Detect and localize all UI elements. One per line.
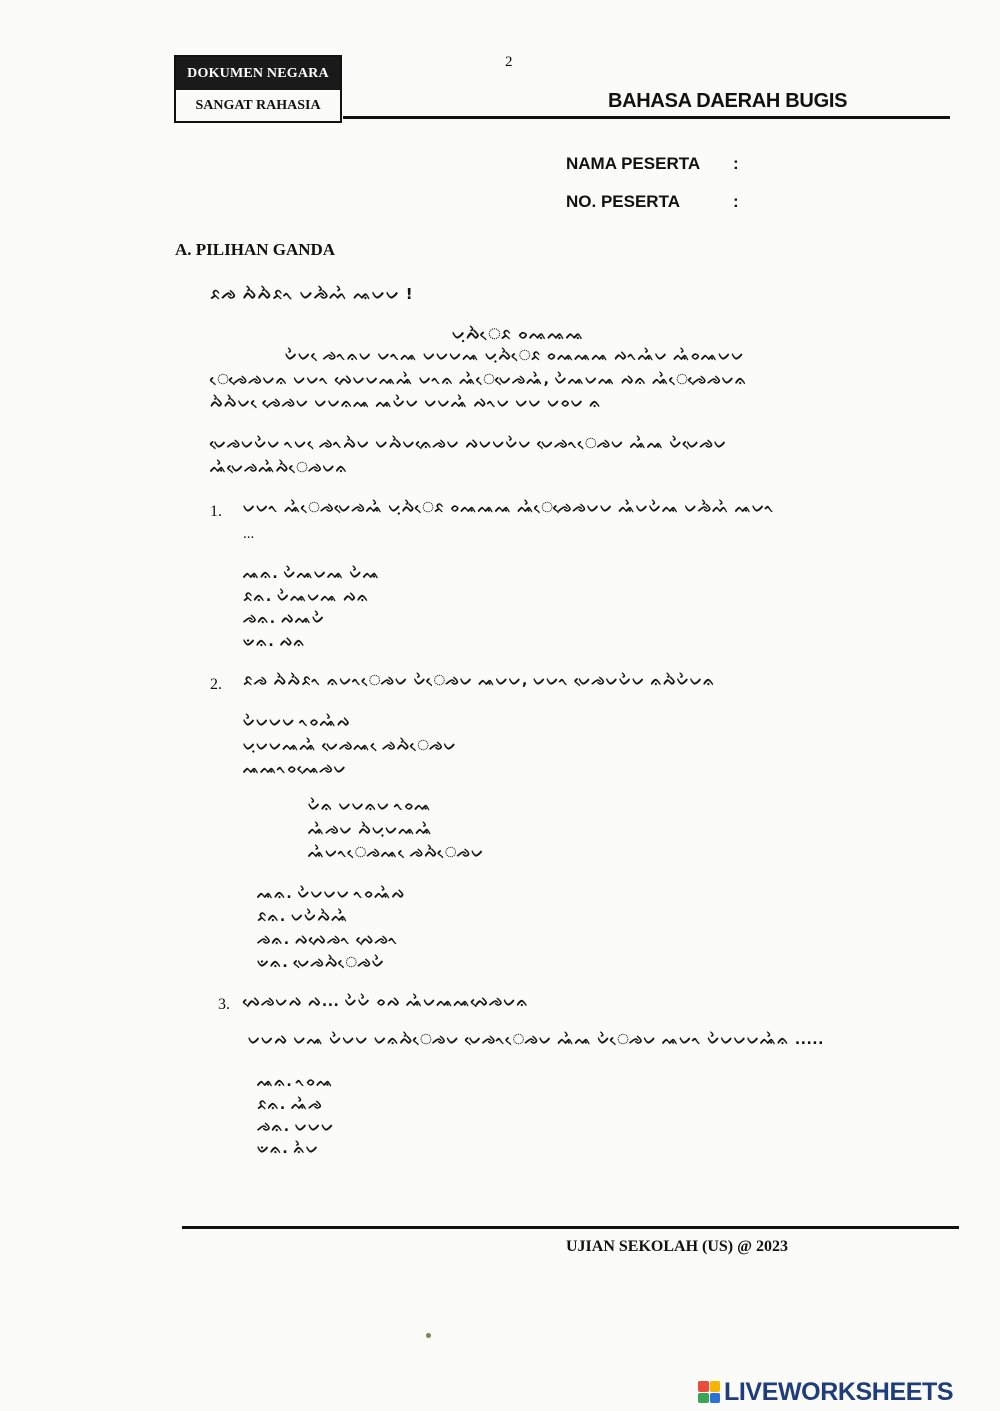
answer-option-c[interactable]: ᨌᨊ. ᨄᨕᨆᨛ (243, 611, 326, 627)
passage-line: ᨆᨛᨆ ᨙᨌᨚᨊᨆ ᨆᨚᨕ ᨆᨆᨆᨕ ᨆᨘᨄᨛᨙᨅ ᨔᨕᨕᨕ ᨄᨚᨕᨛᨆ ᨕᨛᨔᨕᨆᨆ (285, 348, 745, 364)
question-number: 1. (210, 503, 222, 520)
no-peserta-label: NO. PESERTA (566, 192, 680, 211)
answer-option-d[interactable]: ᨉᨊ. ᨊᨛᨆ (257, 1141, 319, 1157)
instruction-text: ᨅᨌ ᨄᨛᨄᨛᨅᨚ ᨆᨌᨛᨓᨛ ᨕᨆᨆ ! (210, 285, 414, 303)
scan-speck (426, 1333, 431, 1338)
question-text: ᨆᨆᨄ ᨆᨕ ᨆᨛᨆᨆ ᨆᨊᨄᨛᨙᨌᨆ ᨆᨙᨌᨚᨙᨌᨆ ᨕᨛᨕ ᨆᨛᨙᨌᨆ ᨕᨆᨚ ᨆᨛᨆᨆᨆᨕᨛᨊ ..... (248, 1032, 824, 1048)
liveworksheets-logo-icon (698, 1381, 720, 1403)
subject-title: BAHASA DAERAH BUGIS (608, 90, 848, 112)
question-text: ᨄᨙᨌᨆᨄ ᨄ... ᨆᨛᨆᨛ ᨔᨄ ᨕᨛᨆᨕᨕᨄᨙᨌᨆᨊ (243, 994, 529, 1010)
answer-option-b[interactable]: ᨅᨊ. ᨆᨛᨕᨆᨕ ᨄᨊ (243, 589, 370, 605)
footer-rule (182, 1226, 959, 1229)
question-text: ᨆᨆᨚ ᨕᨛᨙᨌᨆᨙᨌᨕᨛ ᨆᨘᨄᨛᨙᨅ ᨔᨕᨕᨕ ᨕᨛᨙᨌᨙᨌᨆᨆ ᨕᨛᨆᨆᨛᨕ ᨆᨌᨛᨓᨛ ᨕᨆᨚ (243, 500, 775, 516)
stanza-line: ᨕᨛᨆᨚᨙᨌᨕ ᨙᨌᨄᨛᨙᨌᨆ (308, 845, 485, 861)
question-number: 3. (218, 996, 230, 1013)
page-number: 2 (505, 54, 513, 70)
passage-closing-line: ᨆᨙᨌᨆᨆᨛᨆ ᨚᨆ ᨙᨌᨚᨄᨛᨆ ᨆᨄᨛᨆᨊᨙᨌᨆ ᨄᨆᨆᨆᨛᨆ ᨆᨙᨌᨚᨙᨌᨆ ᨕᨛᨕ ᨆᨛᨆᨙᨌᨆ (210, 436, 728, 452)
header-rule (343, 116, 950, 119)
nama-peserta-label: NAMA PESERTA (566, 154, 701, 173)
stanza-line: ᨆᨛᨆᨆᨆ ᨚᨔᨕᨛᨄ (243, 714, 351, 730)
answer-option-d[interactable]: ᨉᨊ. ᨄᨊ (243, 634, 306, 650)
no-peserta-colon: : (733, 192, 739, 211)
passage-title: ᨆᨘᨄᨛᨙᨅ ᨔᨕᨕᨕ (452, 325, 585, 343)
question-text: ᨅᨌ ᨄᨛᨄᨛᨅᨚ ᨊᨆᨚᨙᨌᨆ ᨆᨛᨙᨌᨆ ᨕᨆᨆ, ᨆᨆᨚ ᨆᨙᨌᨆᨆᨛᨆ ᨊᨄᨛᨆᨛᨆᨊ (243, 673, 716, 689)
nama-peserta-colon: : (733, 154, 739, 173)
stanza-line: ᨕᨛᨌᨆ ᨄᨛᨆᨘᨆᨕᨕᨛ (308, 822, 433, 838)
answer-option-c[interactable]: ᨌᨊ. ᨆᨆᨆ (257, 1119, 335, 1135)
answer-option-a[interactable]: ᨕᨊ. ᨆᨛᨆᨆᨆ ᨚᨔᨕᨛᨄ (257, 886, 406, 902)
passage-closing-line: ᨕᨛᨆᨙᨌᨕᨛᨄᨛᨙᨌᨆᨊ (210, 460, 349, 476)
answer-option-b[interactable]: ᨅᨊ. ᨕᨛᨌ (257, 1097, 323, 1113)
stamp-bottom-label: SANGAT RAHASIA (195, 97, 321, 113)
stanza-line: ᨆᨘᨆᨆᨕᨕᨛ ᨆᨙᨌᨕ ᨙᨌᨄᨛᨙᨌᨆ (243, 738, 457, 754)
section-title: A. PILIHAN GANDA (175, 240, 336, 259)
question-continuation: ... (243, 526, 255, 542)
liveworksheets-wordmark: LIVEWORKSHEETS (724, 1377, 954, 1406)
liveworksheets-watermark[interactable] (698, 1377, 953, 1407)
stamp-top-label: DOKUMEN NEGARA (176, 57, 340, 90)
answer-option-d[interactable]: ᨉᨊ. ᨆᨙᨌᨄᨛᨙᨌᨆᨛ (257, 955, 386, 971)
stanza-line: ᨆᨛᨊ ᨆᨆᨊᨆ ᨚᨔᨕ (308, 798, 432, 814)
footer-exam-label: UJIAN SEKOLAH (US) @ 2023 (566, 1238, 789, 1255)
answer-option-a[interactable]: ᨕᨊ. ᨚᨔᨕ (257, 1074, 334, 1090)
answer-option-b[interactable]: ᨅᨊ. ᨆᨆᨛᨄᨛᨕᨛ (257, 909, 349, 925)
question-number: 2. (210, 676, 222, 693)
answer-option-a[interactable]: ᨕᨊ. ᨆᨛᨕᨆᨕ ᨆᨛᨕ (243, 566, 381, 582)
document-classification-stamp (174, 55, 342, 123)
passage-line: ᨙᨌᨙᨌᨆᨊ ᨆᨆᨚ ᨄᨙᨆᨆᨕᨕᨛ ᨆᨚᨊ ᨕᨛᨙᨆᨙᨌᨕᨛ, ᨆᨛᨕᨆᨕ ᨄᨊ ᨕᨛᨙᨌᨙᨌᨆᨊ (210, 372, 748, 388)
answer-option-c[interactable]: ᨌᨊ. ᨄᨄᨙᨌᨚ ᨄᨙᨌᨚ (257, 932, 399, 948)
passage-line: ᨄᨛᨄᨛᨆ ᨙᨌᨙᨌᨆ ᨆᨆᨊᨕ ᨕᨆᨛᨆ ᨆᨆᨕᨛ ᨄᨚᨆ ᨆᨆ ᨆᨔᨆ ᨊ (210, 395, 602, 411)
stanza-line: ᨕᨕᨚᨔᨕᨙᨌᨆ (243, 761, 347, 777)
